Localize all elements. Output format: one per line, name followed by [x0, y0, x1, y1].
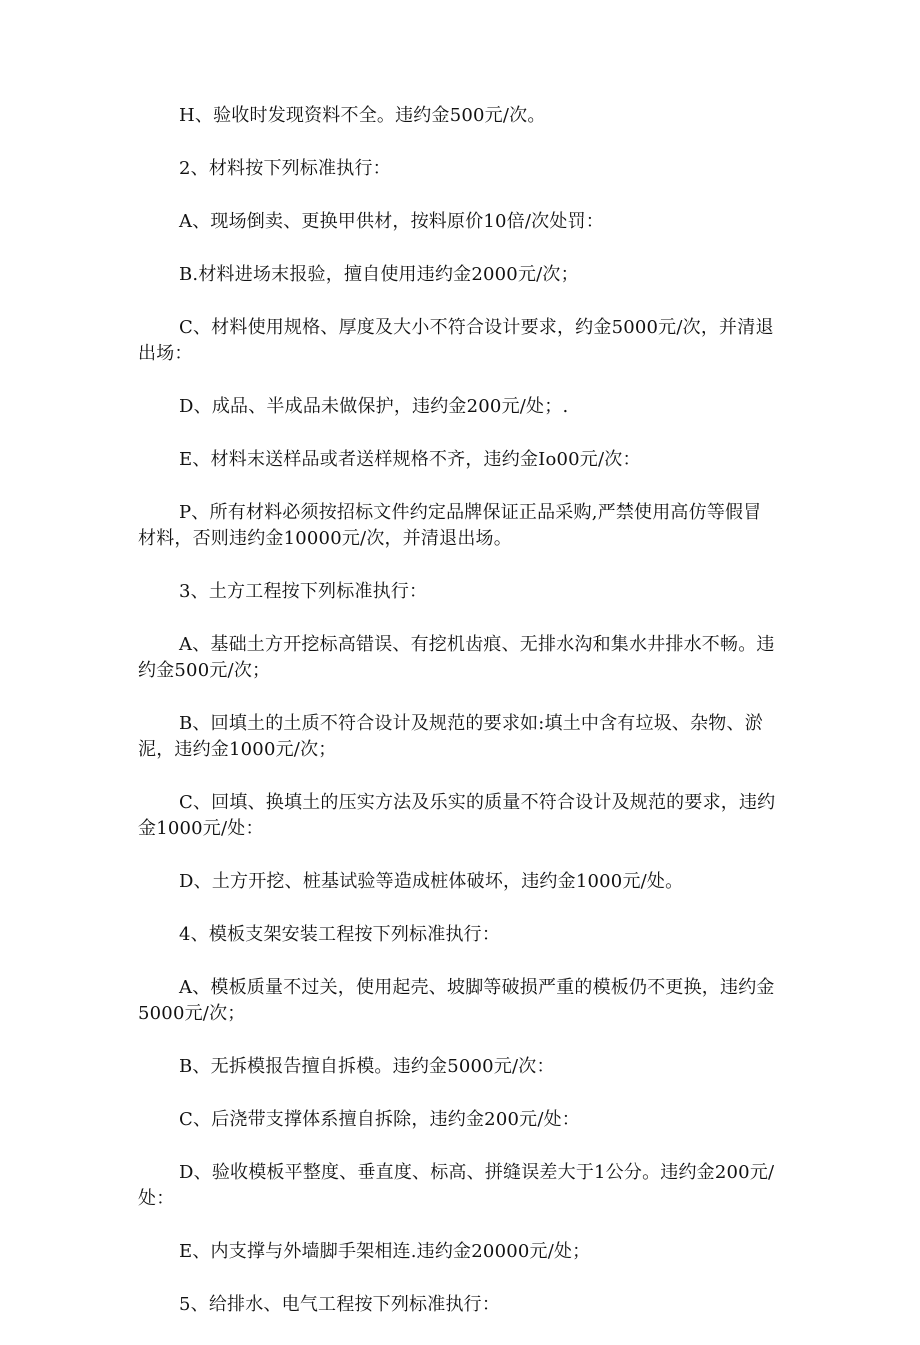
- section-2-materials-heading: 2、材料按下列标准执行：: [179, 158, 391, 179]
- paragraph-2c: C、材料使用规格、厚度及大小不符合设计要求，约金5000元/次，并清退出场：: [138, 317, 774, 364]
- paragraph-4c: C、后浇带支撑体系擅自拆除，违约金200元/处：: [179, 1109, 580, 1130]
- paragraph-2e: E、材料末送样品或者送样规格不齐，违约金Io00元/次：: [179, 449, 641, 470]
- paragraph-2p: P、所有材料必须按招标文件约定品牌保证正品采购,严禁使用高仿等假冒材料，否则违约金10000元/次，并清退出场。: [138, 502, 762, 549]
- paragraph-2d: D、成品、半成品未做保护，违约金200元/处；.: [179, 396, 569, 417]
- paragraph-3b: B、回填土的土质不符合设计及规范的要求如:填土中含有垃圾、杂物、淤泥，违约金1000元/次；: [138, 713, 763, 760]
- paragraph-4b: B、无拆模报告擅自拆模。违约金5000元/次：: [179, 1056, 555, 1077]
- paragraph-3c: C、回填、换填土的压实方法及乐实的质量不符合设计及规范的要求，违约金1000元/处：: [138, 792, 776, 839]
- section-3-earthwork-heading: 3、土方工程按下列标准执行：: [179, 581, 428, 602]
- paragraph-4d: D、验收模板平整度、垂直度、标高、拼缝误差大于1公分。违约金200元/处：: [138, 1162, 775, 1209]
- paragraph-3d: D、土方开挖、桩基试验等造成桩体破坏，违约金1000元/处。: [179, 871, 684, 892]
- paragraph-2b: B.材料进场末报验，擅自使用违约金2000元/次；: [179, 264, 579, 285]
- paragraph-2a: A、现场倒卖、更换甲供材，按料原价10倍/次处罚：: [179, 211, 604, 232]
- paragraph-3a: A、基础土方开挖标高错误、有挖机齿痕、无排水沟和集水井排水不畅。违约金500元/次；: [138, 634, 775, 681]
- section-5-plumbing-electrical-heading: 5、给排水、电气工程按下列标准执行：: [179, 1294, 501, 1315]
- paragraph-4e: E、内支撑与外墙脚手架相连.违约金20000元/处；: [179, 1241, 591, 1262]
- document-body: [138, 103, 778, 1345]
- paragraph-4a: A、模板质量不过关，使用起壳、坡脚等破损严重的模板仍不更换，违约金5000元/次；: [138, 977, 775, 1024]
- section-4-formwork-heading: 4、模板支架安装工程按下列标准执行：: [179, 924, 501, 945]
- paragraph-h-missing-documents: H、验收时发现资料不全。违约金500元/次。: [179, 105, 546, 126]
